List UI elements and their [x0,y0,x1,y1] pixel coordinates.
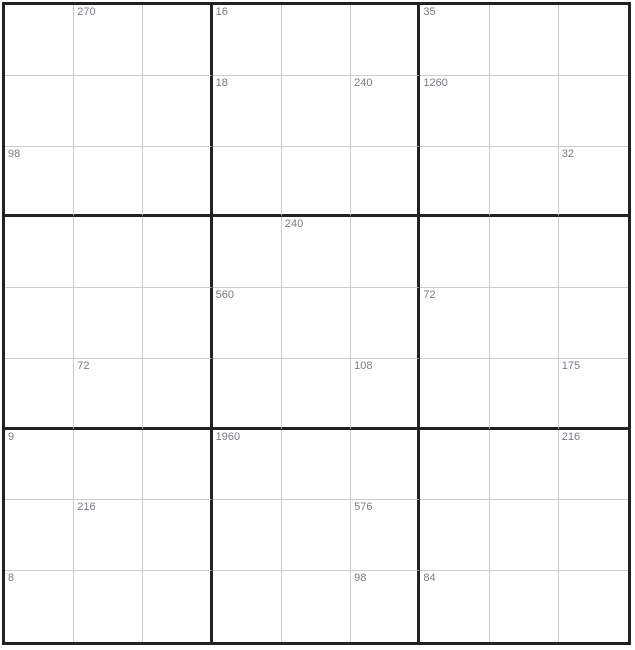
cage-sum-label: 98 [354,572,367,585]
sudoku-cell[interactable] [74,359,143,430]
sudoku-cell[interactable] [420,500,489,571]
sudoku-cell[interactable] [5,5,74,76]
sudoku-cell[interactable] [420,5,489,76]
sudoku-cell[interactable] [143,359,212,430]
cage-sum-label: 1260 [423,76,448,89]
sudoku-cell[interactable] [351,571,420,642]
cage-sum-label: 216 [77,501,96,514]
sudoku-cell[interactable] [213,5,282,76]
sudoku-cell[interactable] [282,147,351,218]
sudoku-cell[interactable] [282,76,351,147]
sudoku-cell[interactable] [213,500,282,571]
sudoku-cell[interactable] [351,217,420,288]
sudoku-grid[interactable] [2,2,631,645]
sudoku-cell[interactable] [351,430,420,501]
sudoku-cell[interactable] [5,288,74,359]
sudoku-cell[interactable] [5,430,74,501]
sudoku-cell[interactable] [143,5,212,76]
sudoku-cell[interactable] [490,147,559,218]
sudoku-cell[interactable] [143,500,212,571]
sudoku-cell[interactable] [143,76,212,147]
sudoku-cell[interactable] [282,217,351,288]
sudoku-cell[interactable] [490,571,559,642]
cage-sum-label: 16 [215,6,228,18]
sudoku-cell[interactable] [74,76,143,147]
sudoku-cell[interactable] [351,5,420,76]
sudoku-cell[interactable] [213,571,282,642]
sudoku-cell[interactable] [420,217,489,288]
sudoku-cell[interactable] [559,5,628,76]
sudoku-cell[interactable] [490,430,559,501]
sudoku-cell[interactable] [213,430,282,501]
sudoku-cell[interactable] [420,147,489,218]
sudoku-cell[interactable] [490,359,559,430]
cage-sum-label: 216 [561,430,581,443]
cage-sum-label: 560 [215,289,235,302]
sudoku-cell[interactable] [5,76,74,147]
sudoku-cell[interactable] [420,571,489,642]
sudoku-cell[interactable] [143,217,212,288]
sudoku-cell[interactable] [351,147,420,218]
sudoku-cell[interactable] [143,288,212,359]
sudoku-cell[interactable] [74,217,143,288]
sudoku-cell[interactable] [74,5,143,76]
sudoku-cell[interactable] [5,359,74,430]
sudoku-cell[interactable] [74,147,143,218]
sudoku-cell[interactable] [282,359,351,430]
cage-sum-label: 72 [423,289,436,302]
sudoku-cell[interactable] [559,217,628,288]
sudoku-cell[interactable] [420,76,489,147]
sudoku-cell[interactable] [351,500,420,571]
cage-sum-label: 175 [561,359,581,372]
sudoku-cell[interactable] [143,147,212,218]
sudoku-cell[interactable] [351,76,420,147]
sudoku-cell[interactable] [74,571,143,642]
sudoku-cell[interactable] [420,430,489,501]
sudoku-cell[interactable] [559,76,628,147]
sudoku-cell[interactable] [420,359,489,430]
sudoku-cell[interactable] [351,288,420,359]
cage-sum-label: 108 [354,359,373,372]
cage-sum-label: 240 [354,76,373,89]
sudoku-cell[interactable] [420,288,489,359]
sudoku-cell[interactable] [490,217,559,288]
sudoku-cell[interactable] [559,430,628,501]
cage-sum-label: 18 [215,76,228,89]
sudoku-cell[interactable] [282,500,351,571]
sudoku-cell[interactable] [490,76,559,147]
sudoku-cell[interactable] [282,571,351,642]
cage-sum-label: 240 [284,218,304,231]
cage-sum-label: 98 [8,147,21,160]
sudoku-cell[interactable] [351,359,420,430]
cage-sum-label: 8 [8,572,15,585]
sudoku-cell[interactable] [213,217,282,288]
cage-sum-label: 72 [77,359,90,372]
sudoku-cell[interactable] [143,571,212,642]
sudoku-cell[interactable] [143,430,212,501]
cage-sum-label: 1960 [215,430,241,443]
sudoku-cell[interactable] [490,288,559,359]
sudoku-cell[interactable] [559,147,628,218]
sudoku-cell[interactable] [490,500,559,571]
sudoku-cell[interactable] [74,288,143,359]
sudoku-cell[interactable] [5,500,74,571]
cage-sum-label: 84 [423,572,436,585]
cage-sum-label: 270 [77,6,96,18]
sudoku-cell[interactable] [559,571,628,642]
sudoku-cell[interactable] [74,430,143,501]
sudoku-cell[interactable] [5,217,74,288]
sudoku-cell[interactable] [282,430,351,501]
sudoku-cell[interactable] [5,147,74,218]
sudoku-cell[interactable] [213,76,282,147]
sudoku-cell[interactable] [5,571,74,642]
sudoku-cell[interactable] [490,5,559,76]
sudoku-cell[interactable] [213,147,282,218]
cage-sum-label: 35 [423,6,436,18]
sudoku-cell[interactable] [213,359,282,430]
sudoku-cell[interactable] [559,359,628,430]
sudoku-cell[interactable] [282,288,351,359]
sudoku-cell[interactable] [213,288,282,359]
cage-sum-label: 32 [561,147,575,160]
cage-sum-label: 576 [354,501,373,514]
sudoku-cell[interactable] [559,288,628,359]
cage-sum-label: 9 [8,430,15,443]
sudoku-cell[interactable] [74,500,143,571]
sudoku-cell[interactable] [282,5,351,76]
sudoku-cell[interactable] [559,500,628,571]
